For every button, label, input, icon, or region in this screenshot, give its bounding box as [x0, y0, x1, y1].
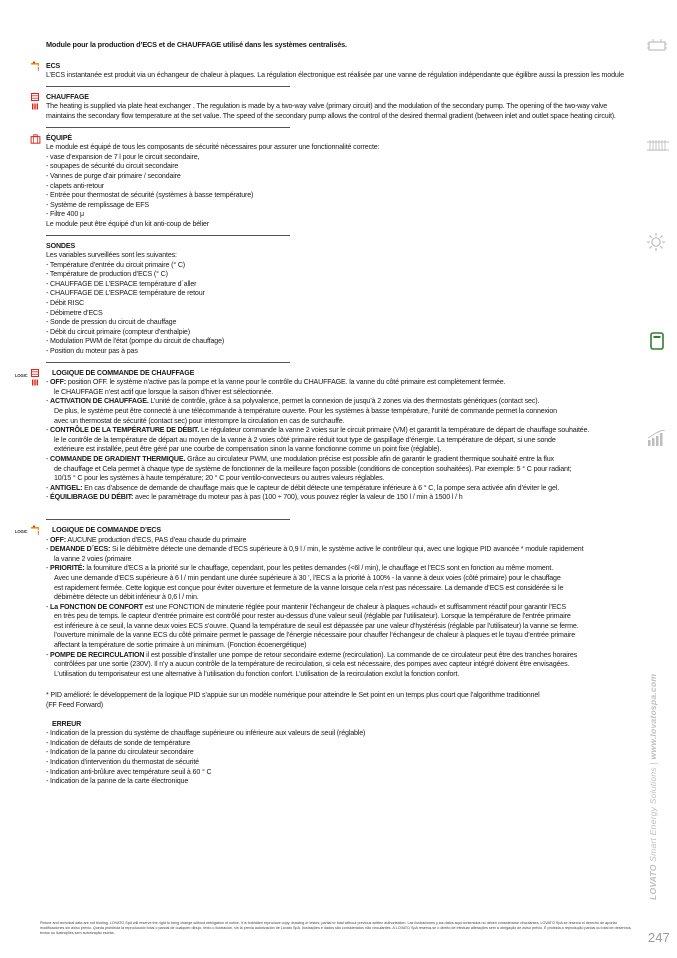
- list-item-continuation: de chauffage et Cela permet à chaque type de système de fonctionner de la meilleure façon possible (conditions de conception souhaitées). Par exemple: 5 ° C pour radiant;: [54, 464, 572, 473]
- list-item: [46, 397, 628, 407]
- faucet-icon: [30, 61, 40, 71]
- list-item: [46, 603, 628, 613]
- list-item: [46, 564, 628, 574]
- list-item: - Modulation PWM de l’état (pompe du circuit de chauffage): [46, 337, 628, 347]
- list-item-label: OFF:: [50, 535, 66, 544]
- pid-note-line: (FF Feed Forward): [46, 701, 103, 710]
- list-item-continuation: Avec une demande d’ECS supérieure à 6 l / min pendant une durée supérieure à 30 ’, l’ECS a la priorité à 100% - la vanne à deux voies (côté primaire) pour le chauffage: [54, 573, 561, 582]
- sun-icon: [647, 233, 665, 251]
- list-item: - Indication de défauts de sonde de température: [46, 739, 628, 749]
- list-item-text: il est possible d’installer une pompe de retour secondaire externe (recirculation). La commande de ce circulateur peut être des tranches horaires: [144, 650, 578, 659]
- ecs-text: L’ECS instantanée est produit via un échangeur de chaleur à plaques. La régulation électronique est réalisée par une vanne de régulation indépendante que égilibre aussi la pression les module: [46, 71, 624, 80]
- list-item-continuation: 10/15 ° C pour les systèmes à haute température; 20 ° C pour ventilo-convecteurs ou autres valeurs réglables.: [54, 474, 385, 483]
- list-item: - Sonde de pression du circuit de chauffage: [46, 318, 628, 328]
- list-item: [46, 493, 628, 503]
- equipe-heading: ÉQUIPÉ: [46, 133, 72, 142]
- sondes-intro: Les variables surveillées sont les suivantes:: [46, 251, 177, 260]
- list-item-text: Le régulateur commande la vanne 2 voies sur le circuit primaire (VM) et garantit la température de départ de chauffage souhaitée.: [199, 426, 590, 435]
- logique-ecs-list: [46, 536, 628, 680]
- list-item-label: La FONCTION DE CONFORT: [50, 602, 143, 611]
- divider: [46, 362, 290, 363]
- divider: [46, 127, 290, 128]
- list-item: [46, 426, 628, 436]
- list-item: - Vannes de purge d’air primaire / secondaire: [46, 172, 628, 182]
- pid-note-line: * PID amélioré: le développement de la logique PID s’appuie sur un modèle numérique pour atteindre le Set point en un temps plus court que l’algorithme traditionnel: [46, 691, 540, 700]
- section-chauffage: [46, 93, 628, 128]
- logic-label: LOGIC: [15, 372, 28, 378]
- list-item: [46, 484, 628, 494]
- divider: [46, 86, 290, 87]
- section-erreur: [46, 720, 628, 787]
- list-item-label: POMPE DE RECIRCULATION: [50, 650, 145, 659]
- radiator-icon: [30, 369, 40, 389]
- list-item: - CHAUFFAGE DE L’ESPACE température de retour: [46, 289, 628, 299]
- list-item-continuation: débimètre détecte un débit inférieur à 0,6 l / min.: [54, 593, 199, 602]
- list-item-continuation: la vanne 2 voies (primaire: [54, 554, 132, 563]
- list-item: - Température d’entrée du circuit primaire (° C): [46, 261, 628, 271]
- section-equipe: [46, 134, 628, 236]
- list-item: - Indication anti-brûlure avec température seuil à 60 ° C: [46, 768, 628, 778]
- list-item-label: ANTIGEL:: [50, 483, 83, 492]
- list-item-label: ÉQUILIBRAGE DU DÉBIT:: [50, 493, 134, 502]
- list-item-continuation: avec un thermostat de sécurité (contact sec) pour interrompre la circulation en cas de surchauffe.: [54, 416, 345, 425]
- ecs-heading: ECS: [46, 61, 61, 70]
- list-item: - clapets anti-retour: [46, 182, 628, 192]
- divider: [46, 519, 290, 520]
- module-icon: [647, 39, 667, 53]
- list-item-continuation: L’utilisation du temporisateur est une alternative à l’utilisation du fonction confort. L’utilisation de la recirculation exclut la fonction confort.: [54, 669, 460, 678]
- list-item: - Indication de la panne du circulateur secondaire: [46, 748, 628, 758]
- pid-note: [46, 691, 628, 710]
- section-sondes: [46, 242, 628, 363]
- list-item: - CHAUFFAGE DE L’ESPACE température d´aller: [46, 280, 628, 290]
- radiator-icon: [30, 93, 40, 113]
- erreur-heading: ERREUR: [52, 719, 82, 728]
- list-item-label: PRIORITÉ:: [50, 564, 85, 573]
- list-item: - Indication de la pression du système de chauffage supérieure ou inférieure aux valeurs de seuil (réglable): [46, 729, 628, 739]
- chauffage-text: The heating is supplied via plate heat exchanger . The regulation is made by a two-way valve (primary circuit) and the modulation of the secondary pump. The opening of the two-way valve maintains the secondary flow temperature at the set value. The speed of the secondary pump allows the control of the desired thermal gradient (between inlet and outlet space heating circuit).: [46, 102, 616, 120]
- list-item-continuation: contrôlées par une sortie (230V). Il n’y a aucun contrôle de la température de recirculation, si cela est nécessaire, des pompes avec capteur intégré doivent être envisagées.: [54, 660, 570, 669]
- list-item-text: est une FONCTION de minuterie réglée pour mantenir l’échangeur de chaleur à plaques «chaud» et suffisamment réactif pour garantir l’ECS: [142, 602, 566, 611]
- list-item: - Indication de la panne de la carte électronique: [46, 777, 628, 787]
- equipe-intro: Le module est équipé de tous les composants de sécurité nécessaires pour assurer une fonctionnalité correcte:: [46, 143, 380, 152]
- list-item-text: Grâce au circulateur PWM, une modulation précise est possible afin de garantir le gradient thermique souhaité entre la flux: [185, 454, 554, 463]
- list-item-continuation: en très peu de temps. le capteur d’entrée primaire est contrôlé pour rester au-dessus d’une valeur seuil (réglable par l’utilisateur). Lorsque la température de l’entrée primaire: [54, 612, 571, 621]
- logic-label: LOGIC: [15, 528, 28, 534]
- logique-ecs-heading: LOGIQUE DE COMMANDE D’ECS: [52, 525, 161, 534]
- list-item: - Système de remplissage de EFS: [46, 201, 628, 211]
- list-item: - vase d’expansion de 7 l pour le circuit secondaire,: [46, 153, 628, 163]
- equipe-outro: Le module peut être équipé d’un kit anti-coup de bélier: [46, 219, 209, 228]
- list-item-text: L’unité de contrôle, grâce à sa polyvalence, permet la connexion de jusqu’à 2 zones via des thermostats génériques (contact sec).: [148, 397, 540, 406]
- divider: [46, 235, 290, 236]
- section-ecs: [46, 62, 628, 87]
- list-item-text: position OFF. le système n’active pas la pompe et la vanne pour le contrôle du CHAUFFAGE. la vanne du côté primaire est complètement fermée.: [66, 378, 506, 387]
- sondes-heading: SONDES: [46, 241, 76, 250]
- list-item-continuation: le CHAUFFAGE n’est actif que lorsque la saison d’hiver est sélectionnée.: [54, 387, 274, 396]
- list-item-label: ACTIVATION DE CHAUFFAGE.: [50, 397, 149, 406]
- list-item: - soupapes de sécurité du circuit secondaire: [46, 162, 628, 172]
- list-item: - Température de production d’ECS (° C): [46, 270, 628, 280]
- brand-name: LOVATO: [648, 864, 658, 900]
- radiator-grid-icon: [647, 139, 669, 151]
- list-item: [46, 545, 628, 555]
- list-item-continuation: est rapidement fermée. Cette logique est conçue pour éviter ouverture et fermeture de la vanne lorsque cela n’est pas nécessaire. La demande d’ECS est considérée si le: [54, 583, 564, 592]
- list-item-continuation: affectant la température de sortie primaire à un minimum. (Fonction écoenergétique): [54, 641, 307, 650]
- brand-tagline: Smart Energy Solutions: [648, 767, 658, 862]
- bar-chart-icon: [647, 430, 667, 446]
- legal-footer: Picture and technical data are not binding. LOVATO SpA will reserve the right to bring change without obbligation of notice. It is forbidden reproduce copy, drawing or testes, partial or total without previous written authorization. Las ilustraciones y los datos aqui contenidos no deben considerarse vinculantes. LOVATO SpA se reserva el derecho de aportar modificaciones sin aviso previo. Queda prohibida la reproducción total o parcial de cualquier dibujo, texto o ilustración, sin la previa autorización de Lovato SpA. Ilustrações e dados são considerados não vinculantes. A LOVATO SpA reserva-se o direito de efectuar alterações sem a obrigação de aviso prévio. É proibida a reprodução parcial ou total de desenhos, textos ou ilustrações sem autorização escrita.: [40, 921, 632, 935]
- brand-url: www.lovatospa.com: [648, 673, 658, 760]
- logique-chauffage-heading: LOGIQUE DE COMMANDE DE CHAUFFAGE: [52, 368, 195, 377]
- page-number: 247: [648, 930, 670, 945]
- logique-chauffage-list: [46, 378, 628, 503]
- list-item-continuation: extérieure est installée, peut être géré par une courbe de compensation sinon la vanne fonctionne comme un point fixe (réglable).: [54, 445, 442, 454]
- list-item-continuation: le le contrôle de la température de départ au moyen de la vanne à 2 voies côté primaire réduit tout type de gaspillage d’énergie. La température de départ, si une sonde: [54, 435, 556, 444]
- section-logique-chauffage: [15, 368, 628, 520]
- list-item: - Position du moteur pas à pas: [46, 347, 628, 357]
- toolbox-icon: [30, 134, 41, 144]
- list-item: [46, 378, 628, 388]
- list-item: - Indication d’intervention du thermostat de sécurité: [46, 758, 628, 768]
- list-item: [46, 536, 628, 546]
- list-item: - Débimetre d’ECS: [46, 309, 628, 319]
- list-item-text: la fourniture d’ECS a la priorité sur le chauffage, cependant, pour les petites demandes (<6l / min), le chauffage et l’ECS sont en fonction au même moment.: [84, 564, 554, 573]
- list-item: [46, 455, 628, 465]
- section-logique-ecs: [15, 525, 628, 680]
- separator: |: [648, 762, 658, 765]
- list-item-label: OFF:: [50, 378, 66, 387]
- list-item: - Débit RISC: [46, 299, 628, 309]
- list-item-continuation: De plus, le système peut être connecté à une télécommande à température ouverte. Pour les systèmes à basse température, l’unité de commande permet la connexion: [54, 407, 557, 415]
- list-item-continuation: l’ouverture minimale de la vanne ECS du côté primaire permet le passage de l’énergie nécessaire pour chauffer l’échangeur de chaleur à plaques et le tuyau d’entrée primaire: [54, 631, 575, 640]
- list-item-label: DEMANDE D´ECS:: [50, 545, 111, 554]
- list-item-label: COMMANDE DE GRADIENT THERMIQUE.: [50, 454, 186, 463]
- list-item-text: En cas d’absence de demande de chauffage mais que le capteur de débit détecte une température inférieure à 6 ° C, la pompe sera activée afin d’éviter le gel.: [82, 483, 560, 492]
- side-brand-text: [648, 674, 658, 900]
- list-item: - Filtre 400 μ: [46, 210, 628, 220]
- list-item-continuation: est inférieure à ce seuil, la vanne deux voies ECS s’ouvre. Quand la température de seuil est dépassée par une valeur d’hystérésis (réglable par l’utilisateur) la vanne se ferme.: [54, 621, 579, 630]
- list-item-text: Si le débitmètre détecte une demande d’ECS supérieure à 0,9 l / min, le système active le contrôleur qui, avec une logique PID avancée * module rapidement: [110, 545, 584, 554]
- list-item: [46, 651, 628, 661]
- list-item-label: CONTRÔLE DE LA TEMPÉRATURE DE DÉBIT.: [50, 426, 200, 435]
- list-item-text: avec le paramètrage du moteur pas à pas (100 ÷ 700), vous pouvez régler la valeur de 150 l / min à 1500 l / h: [133, 493, 463, 502]
- list-item: - Débit du circuit primaire (compteur d’enthalpie): [46, 328, 628, 338]
- main-content: [15, 40, 628, 790]
- chauffage-heading: CHAUFFAGE: [46, 92, 89, 101]
- page-title: Module pour la production d’ECS et de CHAUFFAGE utilisé dans les systèmes centralisés.: [46, 40, 347, 49]
- list-item-text: AUCUNE production d’ECS, PAS d’eau chaude du primaire: [66, 535, 247, 544]
- list-item: - Entrée pour thermostat de sécurité (systèmes à basse température): [46, 191, 628, 201]
- faucet-icon: [30, 525, 40, 535]
- unit-icon-active: [650, 332, 664, 350]
